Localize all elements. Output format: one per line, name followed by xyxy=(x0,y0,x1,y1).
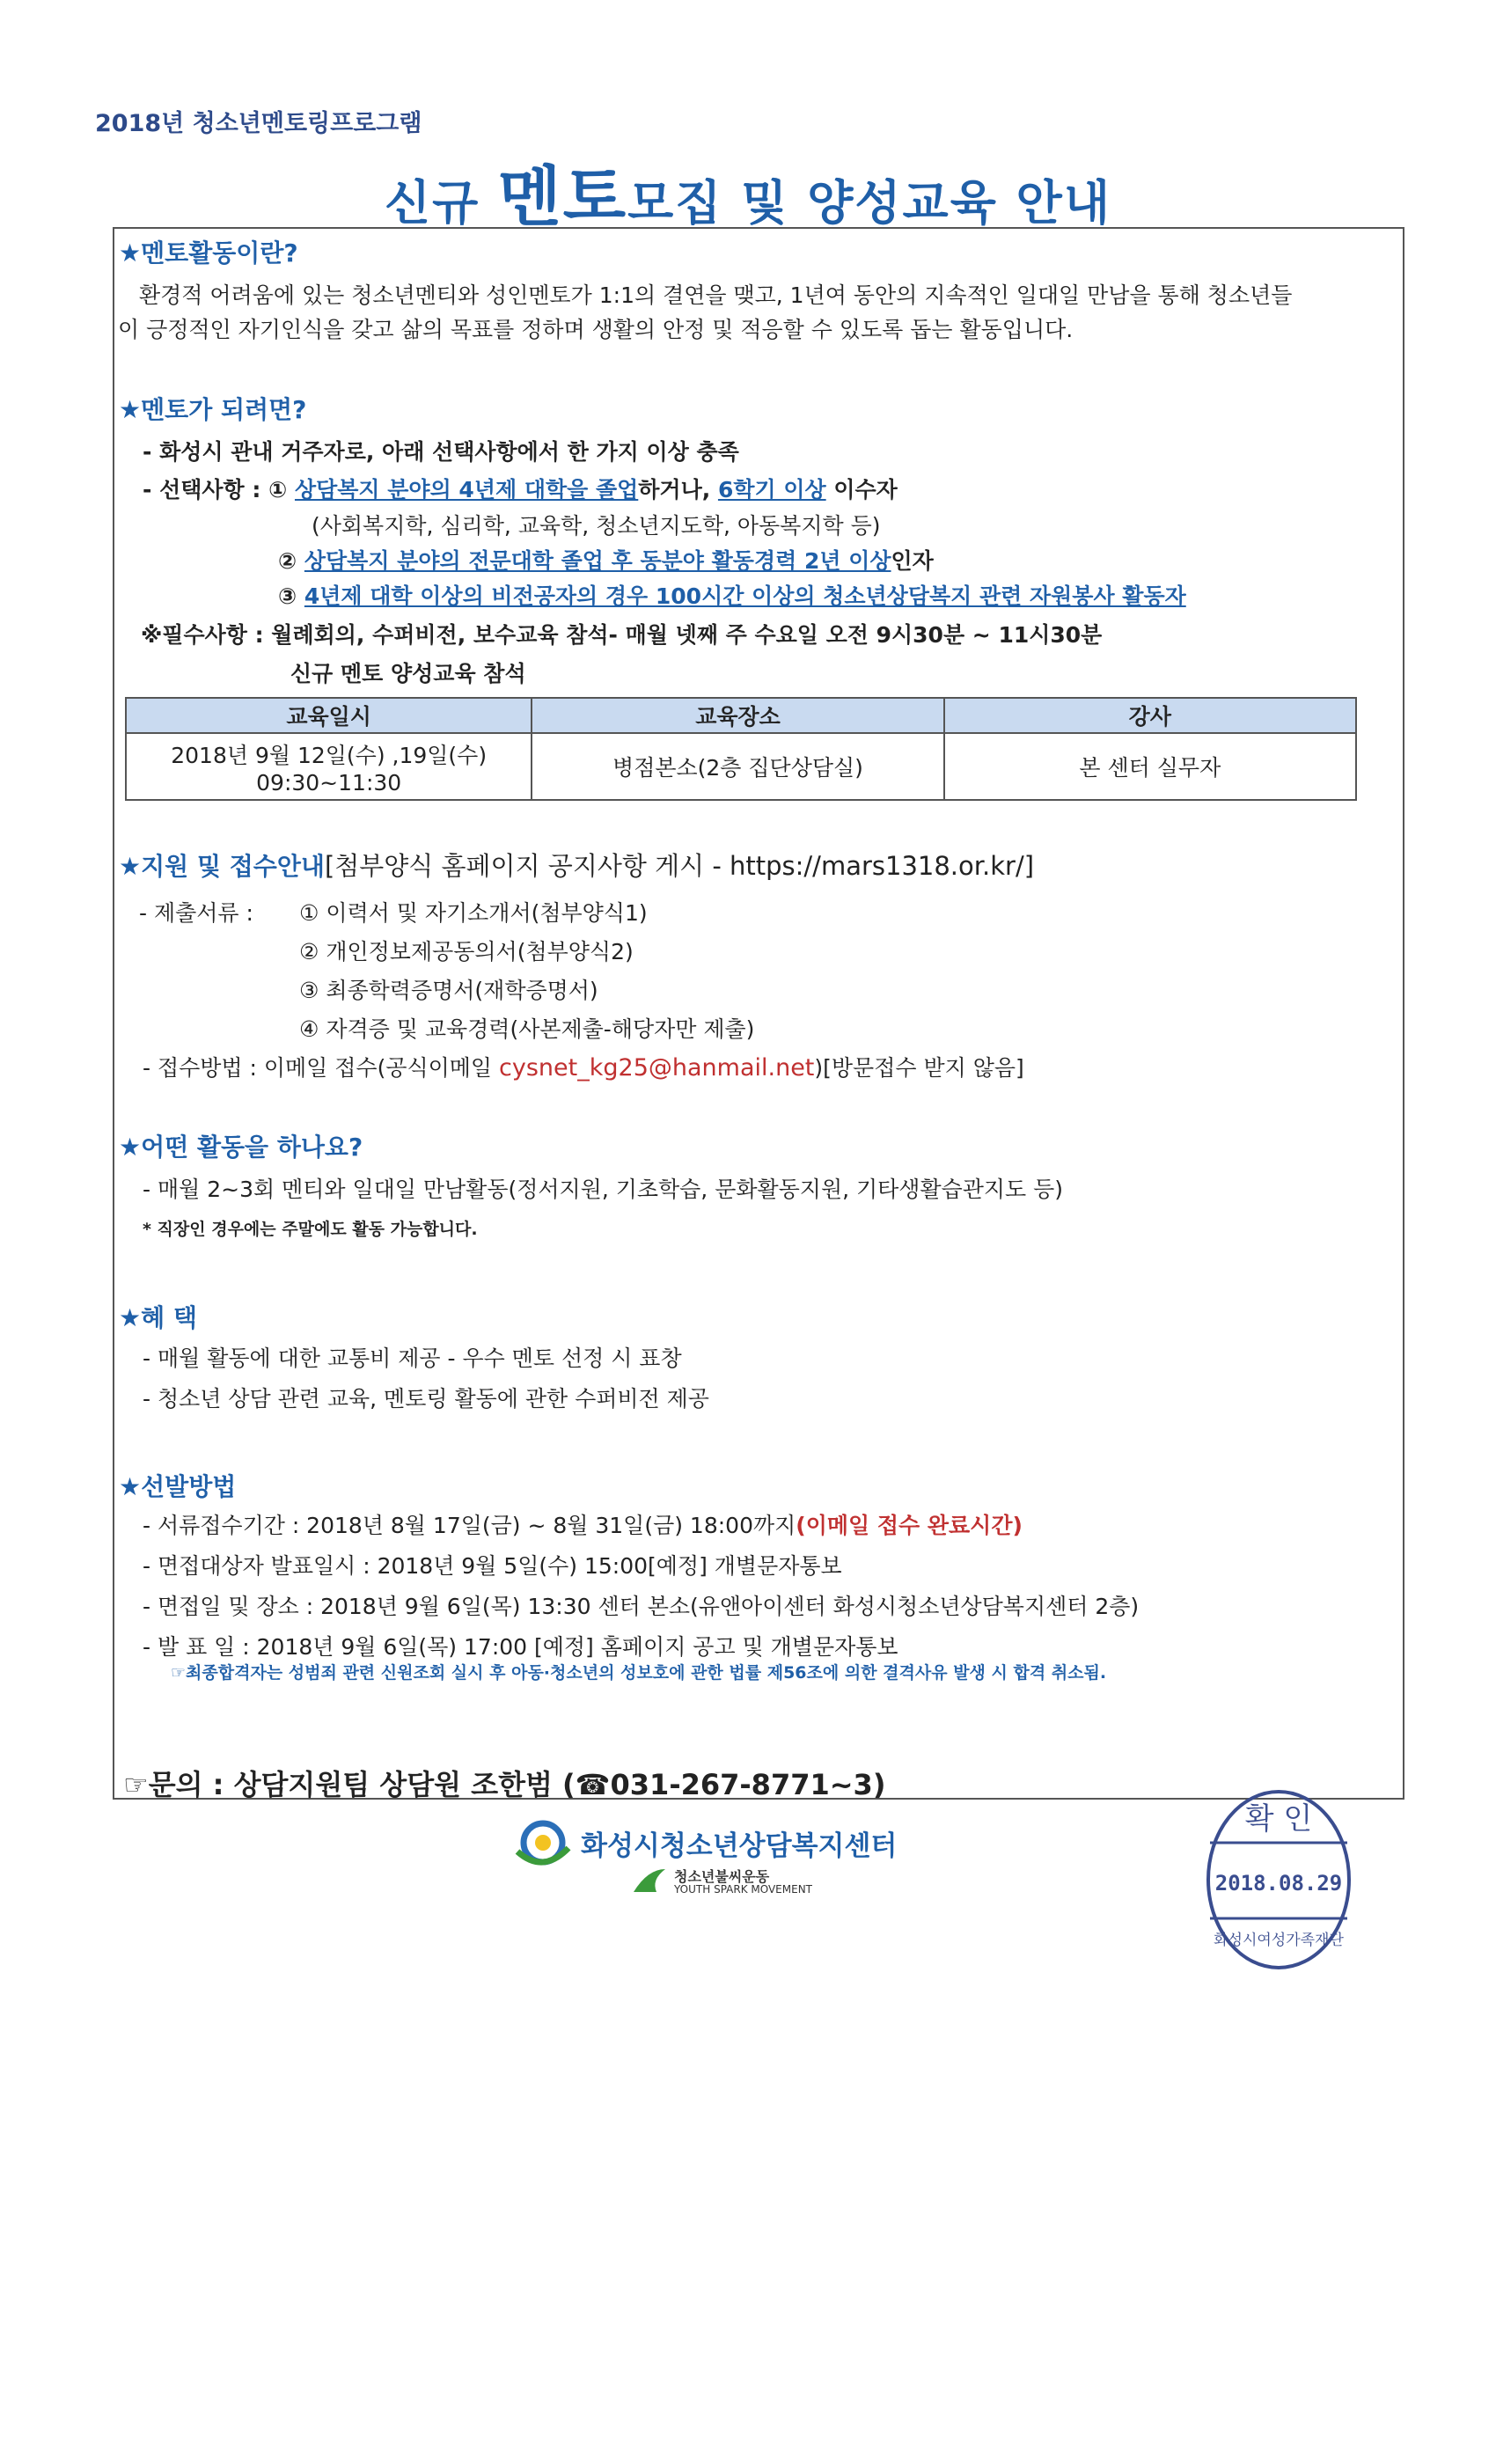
docs-label: - 제출서류 : xyxy=(139,900,253,926)
option-1-majors: (사회복지학, 심리학, 교육학, 청소년지도학, 아동복지학 등) xyxy=(312,513,881,539)
doc-item-3: ③ 최종학력증명서(재학증명서) xyxy=(299,978,598,1003)
option-1-end: 이수자 xyxy=(825,477,898,502)
application-heading-note: [첨부양식 홈페이지 공지사항 게시 - https://mars1318.or.kr/] xyxy=(324,851,1035,881)
benefit-1: - 매월 활동에 대한 교통비 제공 - 우수 멘토 선정 시 표창 xyxy=(143,1346,682,1371)
application-heading-text: ★지원 및 접수안내 xyxy=(119,852,325,881)
section-heading-activities: ★어떤 활동을 하나요? xyxy=(119,1133,363,1162)
page-title xyxy=(0,145,1496,238)
table-header-teacher: 강사 xyxy=(944,698,1356,733)
selection-interview-notice: - 면접대상자 발표일시 : 2018년 9월 5일(수) 15:00[예정] 개별문자통보 xyxy=(143,1553,842,1579)
activities-note: * 직장인 경우에는 주말에도 활동 가능합니다. xyxy=(143,1220,478,1239)
doc-item-2: ② 개인정보제공동의서(첨부양식2) xyxy=(299,939,634,964)
method-prefix: - 접수방법 : 이메일 접수(공식이메일 xyxy=(143,1055,500,1081)
title-suffix: 모집 및 양성교육 안내 xyxy=(627,175,1111,231)
training-date: 2018년 9월 12일(수) ,19일(수) xyxy=(171,742,488,768)
table-header-row xyxy=(126,698,1356,733)
training-time: 09:30~11:30 xyxy=(256,769,402,796)
document-period-text: - 서류접수기간 : 2018년 8월 17일(금) ~ 8월 31일(금) 18:00까지 xyxy=(143,1513,796,1538)
table-cell-date xyxy=(126,733,532,800)
selection-note: ☞최종합격자는 성범죄 관련 신원조회 실시 후 아동·청소년의 성보호에 관한 법률 제56조에 의한 결격사유 발생 시 합격 취소됨. xyxy=(171,1663,1107,1683)
spark-movement-name: 청소년불씨운동 xyxy=(674,1868,770,1885)
stamp-organization: 화성시여성가족재단 xyxy=(1214,1932,1344,1949)
option-2 xyxy=(278,544,934,576)
center-logo xyxy=(510,1813,986,1910)
resident-requirement: - 화성시 관내 거주자로, 아래 선택사항에서 한 가지 이상 충족 xyxy=(143,439,739,465)
section-heading-mentor-activity: ★멘토활동이란? xyxy=(119,238,298,268)
spark-logo-icon xyxy=(630,1866,669,1897)
contact-email: cysnet_kg25@hanmail.net xyxy=(499,1054,815,1082)
section-heading-selection: ★선발방법 xyxy=(119,1472,237,1501)
option-1-mid: 하거나, xyxy=(638,477,718,502)
spark-movement-english: YOUTH SPARK MOVEMENT xyxy=(674,1883,813,1896)
selection-interview-date: - 면접일 및 장소 : 2018년 9월 6일(목) 13:30 센터 본소(유앤아이센터 화성시청소년상담복지센터 2층) xyxy=(143,1594,1140,1619)
option-label: - 선택사항 : ① xyxy=(143,477,295,502)
option-1 xyxy=(143,473,898,504)
option-3-highlight: 4년제 대학 이상의 비전공자의 경우 100시간 이상의 청소년상담복지 관련 자원봉사 활동자 xyxy=(304,583,1186,609)
selection-document-period xyxy=(143,1508,1023,1540)
contact-info: ☞문의 : 상담지원팀 상담원 조한범 (☎031-267-8771~3) xyxy=(123,1768,886,1801)
mentor-activity-text-1: 환경적 어려움에 있는 청소년멘티와 성인멘토가 1:1의 결연을 맺고, 1년여 동안의 지속적인 일대일 만남을 통해 청소년들 xyxy=(139,282,1293,308)
option-1-highlight: 상담복지 분야의 4년제 대학을 졸업 xyxy=(294,477,639,502)
table-header-place: 교육장소 xyxy=(532,698,943,733)
center-logo-icon xyxy=(510,1813,576,1879)
option-3-number: ③ xyxy=(278,583,304,609)
option-2-end: 인자 xyxy=(891,548,934,574)
option-1-semesters: 6학기 이상 xyxy=(717,477,826,502)
table-cell-teacher: 본 센터 실무자 xyxy=(944,733,1356,800)
stamp-date: 2018.08.29 xyxy=(1214,1871,1343,1896)
section-heading-application xyxy=(119,847,1034,883)
method-suffix: )[방문접수 받지 않음] xyxy=(814,1055,1024,1081)
option-2-highlight: 상담복지 분야의 전문대학 졸업 후 동분야 활동경력 2년 이상 xyxy=(304,548,891,574)
approval-stamp xyxy=(1203,1786,1354,1973)
title-emphasis: 멘토 xyxy=(498,159,628,235)
option-2-number: ② xyxy=(278,548,304,574)
program-name: 2018년 청소년멘토링프로그램 xyxy=(95,110,422,137)
center-name: 화성시청소년상담복지센터 xyxy=(581,1830,898,1862)
table-header-date: 교육일시 xyxy=(126,698,532,733)
title-prefix: 신규 xyxy=(385,175,499,231)
section-heading-benefits: ★혜 택 xyxy=(119,1303,197,1332)
option-3 xyxy=(278,579,1186,611)
document-period-note: (이메일 접수 완료시간) xyxy=(796,1513,1023,1538)
doc-item-4: ④ 자격증 및 교육경력(사본제출-해당자만 제출) xyxy=(299,1016,755,1042)
benefit-2: - 청소년 상담 관련 교육, 멘토링 활동에 관한 수퍼비전 제공 xyxy=(143,1386,709,1412)
section-heading-requirements: ★멘토가 되려면? xyxy=(119,395,307,424)
submission-method xyxy=(143,1051,1024,1082)
activities-text: - 매월 2~3회 멘티와 일대일 만남활동(정서지원, 기초학습, 문화활동지원, 기타생활습관지도 등) xyxy=(143,1177,1064,1202)
training-table xyxy=(125,697,1357,801)
required-items: ※필수사항 : 월례회의, 수퍼비전, 보수교육 참석- 매월 넷째 주 수요일 오전 9시30분 ~ 11시30분 xyxy=(141,622,1103,648)
stamp-label: 확 인 xyxy=(1244,1801,1313,1837)
table-cell-place: 병점본소(2층 집단상담실) xyxy=(532,733,943,800)
mentor-activity-text-2: 이 긍정적인 자기인식을 갖고 삶의 목표를 정하며 생활의 안정 및 적응할 수 있도록 돕는 활동입니다. xyxy=(118,317,1074,342)
required-training: 신규 멘토 양성교육 참석 xyxy=(290,661,526,686)
doc-item-1: ① 이력서 및 자기소개서(첨부양식1) xyxy=(299,900,648,926)
selection-announcement: - 발 표 일 : 2018년 9월 6일(목) 17:00 [예정] 홈페이지 공고 및 개별문자통보 xyxy=(143,1634,898,1660)
table-row xyxy=(126,733,1356,800)
